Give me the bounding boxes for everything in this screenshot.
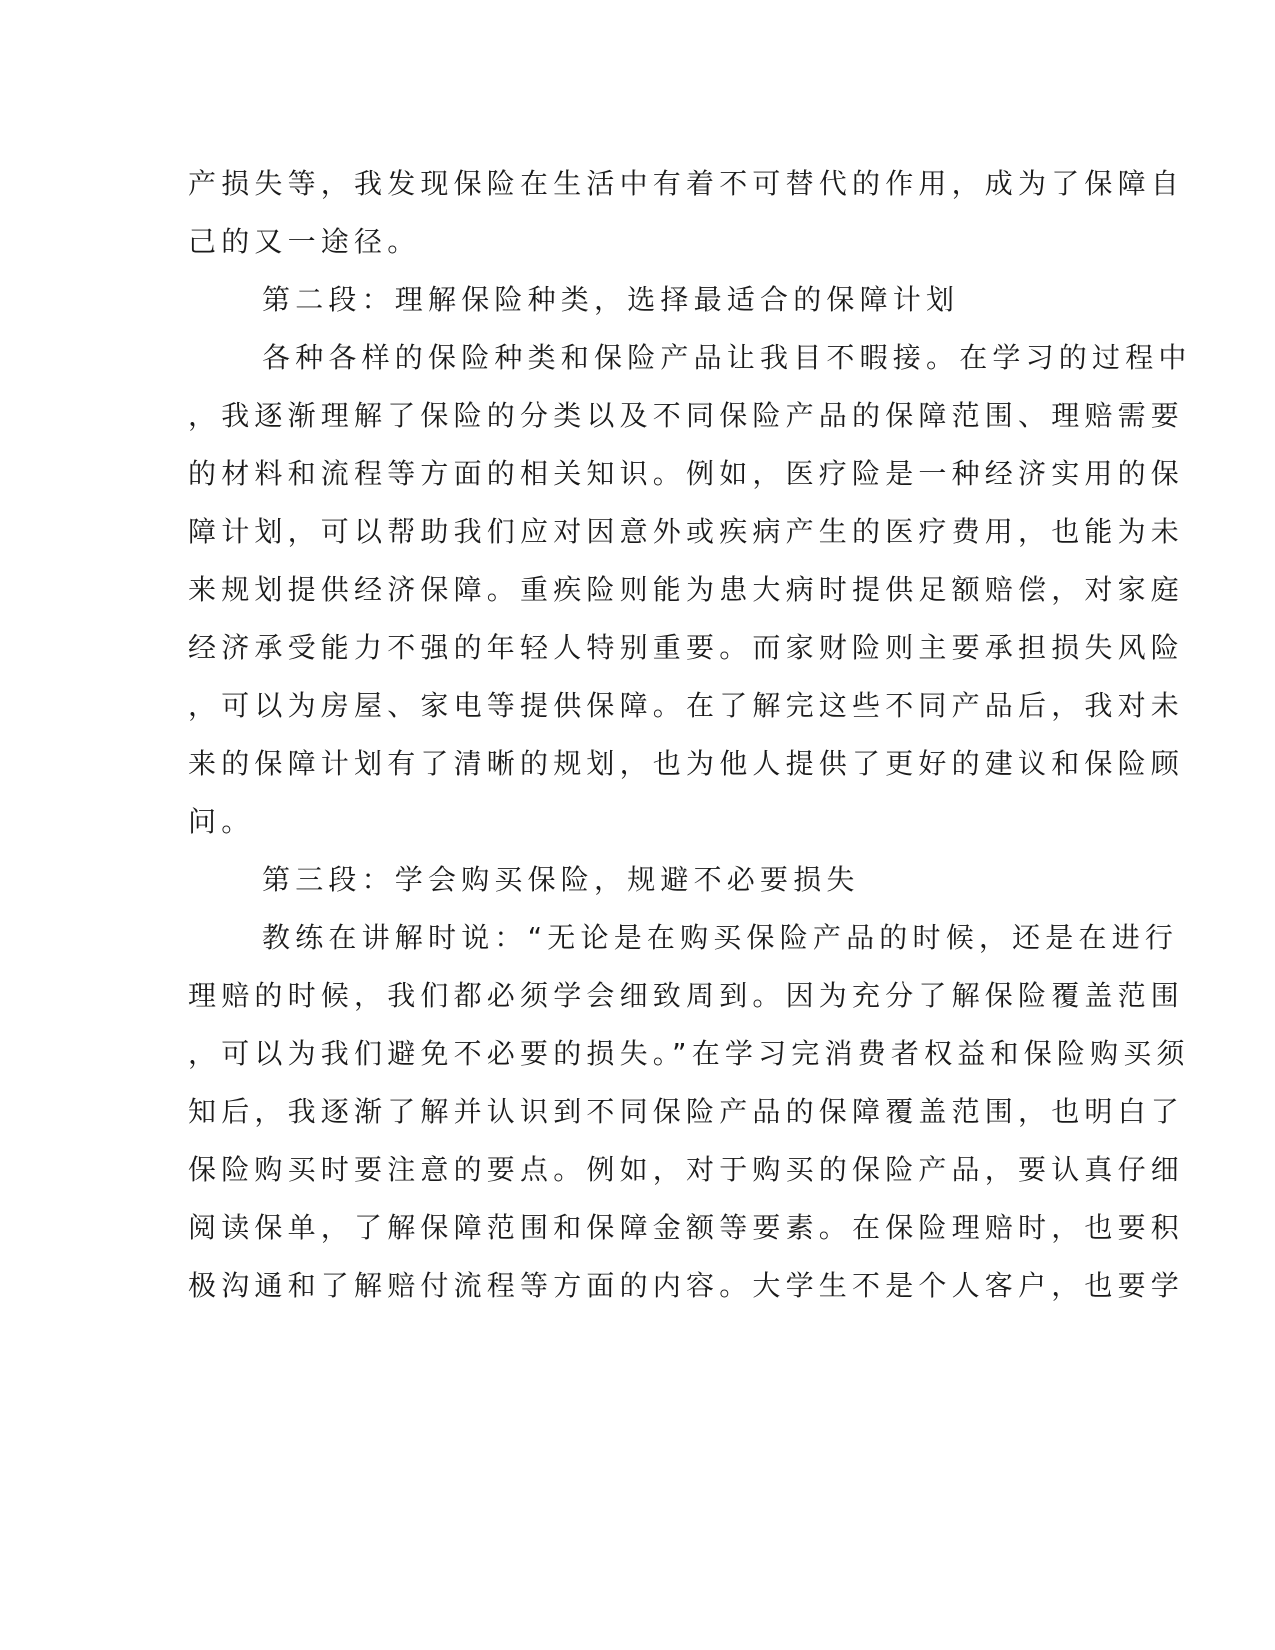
section-heading: 第二段：理解保险种类，选择最适合的保障计划: [262, 283, 960, 316]
text-line: 产损失等，我发现保险在生活中有着不可替代的作用，成为了保障自: [188, 167, 1185, 200]
text-line: 保险购买时要注意的要点。例如，对于购买的保险产品，要认真仔细: [188, 1153, 1185, 1186]
text-line: 来规划提供经济保障。重疾险则能为患大病时提供足额赔偿，对家庭: [188, 573, 1185, 606]
text-line: 来的保障计划有了清晰的规划，也为他人提供了更好的建议和保险顾: [188, 747, 1185, 780]
text-line: 极沟通和了解赔付流程等方面的内容。大学生不是个人客户，也要学: [188, 1269, 1185, 1302]
text-line: 障计划，可以帮助我们应对因意外或疾病产生的医疗费用，也能为未: [188, 515, 1185, 548]
text-line: 各种各样的保险种类和保险产品让我目不暇接。在学习的过程中: [262, 341, 1192, 374]
text-line: 问。: [188, 805, 255, 838]
section-heading: 第三段：学会购买保险，规避不必要损失: [262, 863, 860, 896]
text-line: 经济承受能力不强的年轻人特别重要。而家财险则主要承担损失风险: [188, 631, 1185, 664]
text-line: ，可以为房屋、家电等提供保障。在了解完这些不同产品后，我对未: [188, 689, 1185, 722]
text-line: 己的又一途径。: [188, 225, 421, 258]
text-line: 知后，我逐渐了解并认识到不同保险产品的保障覆盖范围，也明白了: [188, 1095, 1185, 1128]
text-line: 教练在讲解时说：“无论是在购买保险产品的时候，还是在进行: [262, 921, 1179, 954]
text-line: 的材料和流程等方面的相关知识。例如，医疗险是一种经济实用的保: [188, 457, 1185, 490]
text-line: 理赔的时候，我们都必须学会细致周到。因为充分了解保险覆盖范围: [188, 979, 1185, 1012]
text-line: ，我逐渐理解了保险的分类以及不同保险产品的保障范围、理赔需要: [188, 399, 1185, 432]
text-line: 阅读保单，了解保障范围和保障金额等要素。在保险理赔时，也要积: [188, 1211, 1185, 1244]
text-line: ，可以为我们避免不必要的损失。”在学习完消费者权益和保险购买须: [188, 1037, 1190, 1070]
